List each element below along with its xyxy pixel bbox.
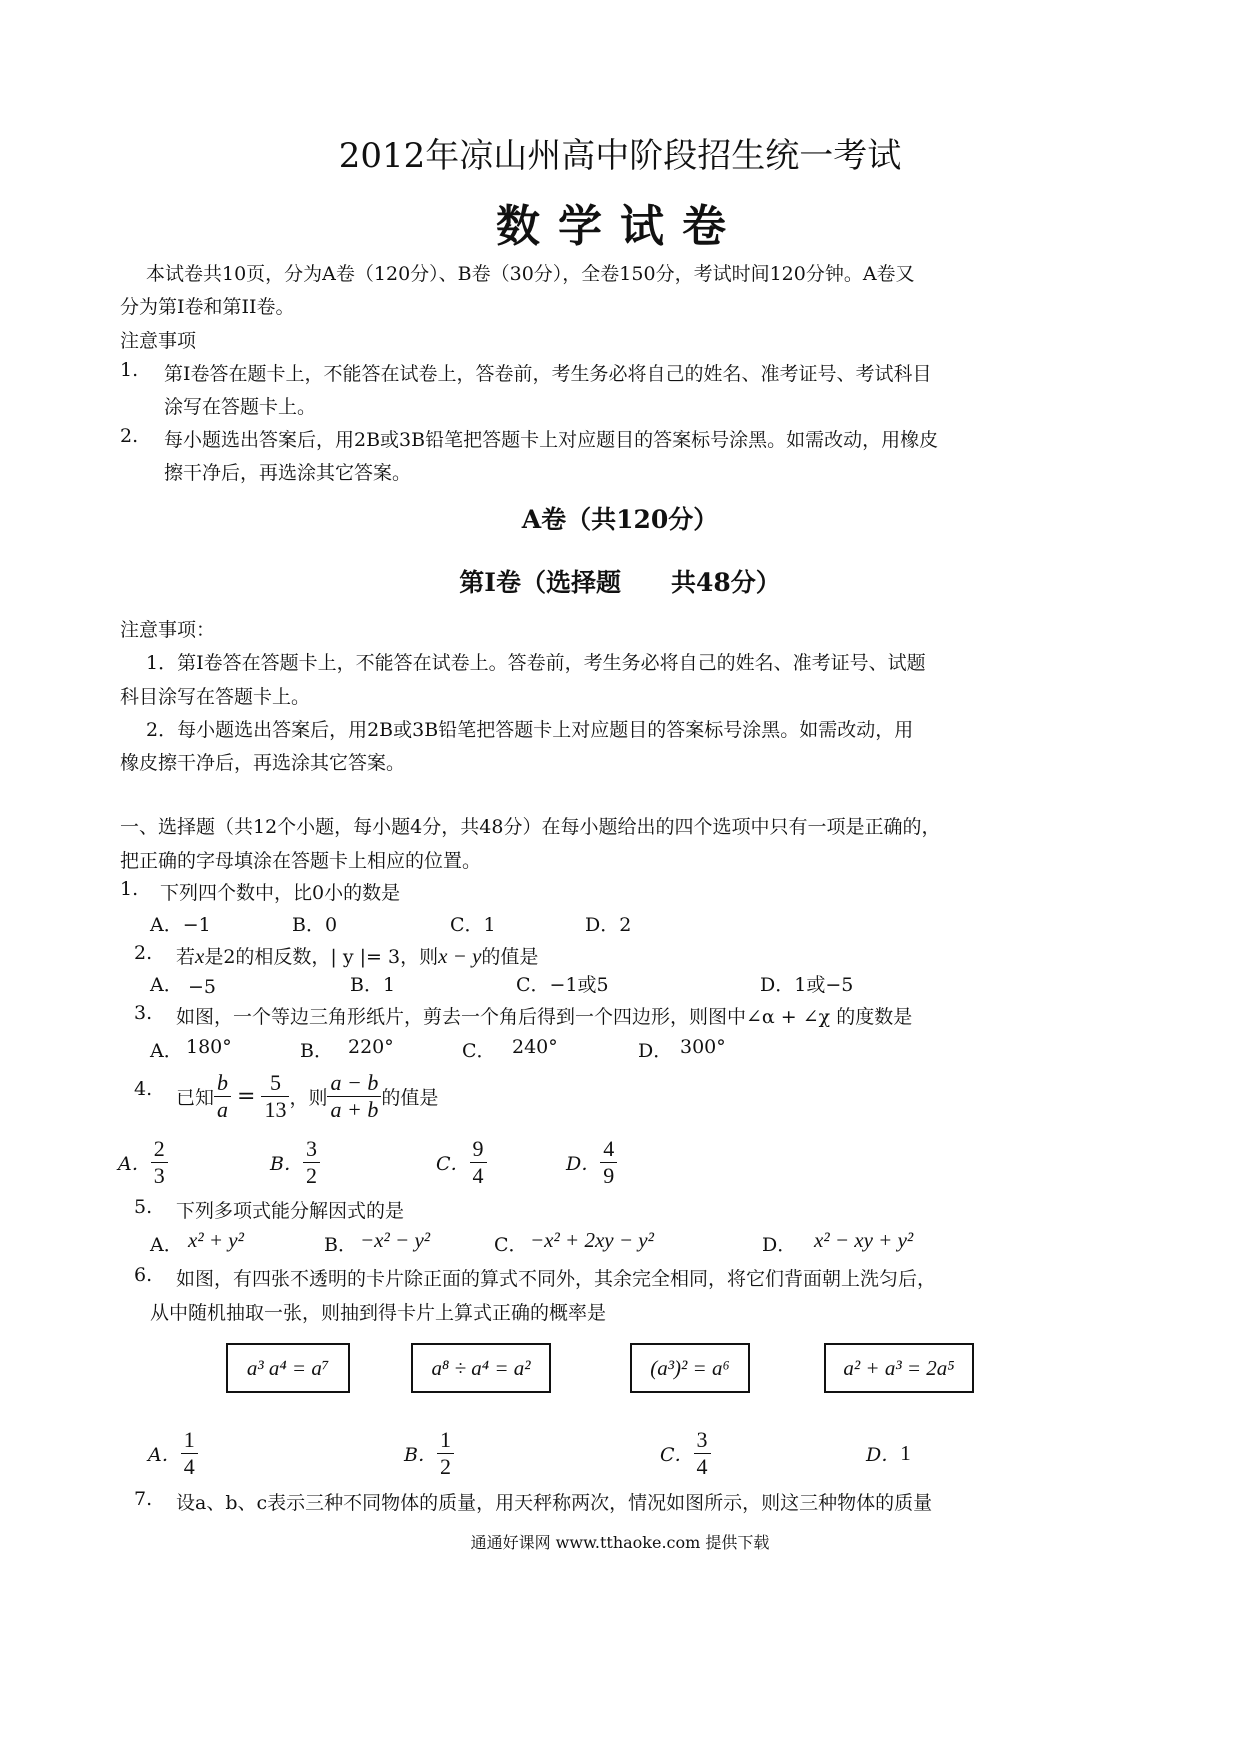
q4-option-b	[270, 1130, 320, 1194]
q6-card-3: (a³)² = a⁶	[630, 1343, 750, 1393]
q2-option-a-value: −5	[188, 976, 217, 998]
subject-title: 数学试卷	[496, 201, 744, 252]
q5-option-c-expression: −x² + 2xy − y²	[530, 1228, 654, 1252]
q3-option-a-value: 180°	[186, 1036, 232, 1058]
part-1-title: 第I卷（选择题 共48分）	[459, 568, 781, 597]
q6-option-c	[660, 1421, 711, 1485]
q2-stem-b: 是2的相反数，| y |= 3，则	[204, 946, 439, 968]
q4-fraction-b-over-a	[214, 1070, 231, 1122]
q6-option-a-denominator: 4	[183, 1453, 195, 1479]
q4-option-b-label: B．	[270, 1152, 303, 1175]
intro-line-1: 本试卷共10页，分为A卷（120分）、B卷（30分），全卷150分，考试时间120分钟。A卷又	[146, 263, 915, 285]
q4-option-d-numerator: 4	[600, 1136, 617, 1162]
q4-option-a-label: A．	[118, 1152, 151, 1175]
q4-stem-a: 已知	[176, 1086, 215, 1109]
note-1-line-1: 第Ⅰ卷答在题卡上，不能答在试卷上，答卷前，考生务必将自己的姓名、准考证号、考试科目	[164, 363, 932, 385]
q6-option-a-fraction	[181, 1427, 198, 1479]
q5-option-d-expression: x² − xy + y²	[814, 1228, 914, 1252]
q2-stem-c: 的值是	[481, 946, 539, 968]
q6-number: 6.	[134, 1264, 153, 1286]
q4-option-b-fraction	[303, 1136, 320, 1188]
q3-option-a-label: A．	[150, 1040, 183, 1062]
part-one-line-1: 一、选择题（共12个小题，每小题4分，共48分）在每小题给出的四个选项中只有一项是正确的，	[120, 816, 941, 838]
q6-option-b-fraction	[437, 1427, 454, 1479]
q6-option-d	[866, 1421, 911, 1485]
q2-var-x: x	[195, 944, 205, 968]
q3-option-d-value: 300°	[680, 1036, 726, 1058]
q5-option-c-label: C．	[494, 1234, 528, 1256]
intro-line-2: 分为第Ⅰ卷和第II卷。	[120, 296, 295, 318]
note-1-line-2: 涂写在答题卡上。	[164, 396, 317, 418]
q4-option-a-denominator: 3	[153, 1162, 165, 1188]
q4-option-d-denominator: 9	[603, 1162, 615, 1188]
q4-option-c-fraction	[470, 1136, 487, 1188]
q2-number: 2.	[134, 942, 153, 964]
q6-option-a-label: A．	[148, 1443, 181, 1466]
q3-option-b-label: B．	[300, 1040, 333, 1062]
q4-option-b-numerator: 3	[303, 1136, 320, 1162]
q2-option-c: C．−1或5	[516, 974, 609, 996]
q5-option-b-expression: −x² − y²	[360, 1228, 431, 1252]
q6-option-c-label: C．	[660, 1443, 694, 1466]
q4-number: 4.	[134, 1078, 153, 1100]
q6-option-c-denominator: 4	[696, 1453, 708, 1479]
q4-option-c-label: C．	[436, 1152, 470, 1175]
q4-stem	[176, 1064, 438, 1128]
q4-option-a	[118, 1130, 168, 1194]
q1-option-b: B．0	[292, 914, 338, 936]
q4-fraction-1-denominator: a	[217, 1096, 229, 1122]
q4-option-c	[436, 1130, 487, 1194]
q6-option-a	[148, 1421, 198, 1485]
q3-option-c-value: 240°	[512, 1036, 558, 1058]
section-note-2-line-1: 2．每小题选出答案后，用2B或3B铅笔把答题卡上对应题目的答案标号涂黑。如需改动，用	[146, 719, 914, 741]
q1-option-a: A．−1	[150, 914, 211, 936]
part-one-line-2: 把正确的字母填涂在答题卡上相应的位置。	[120, 850, 482, 872]
q4-option-d	[566, 1130, 617, 1194]
q4-equals: =	[237, 1083, 256, 1109]
q4-fraction-2-denominator: 13	[264, 1096, 287, 1122]
q4-fraction-2-numerator: 5	[261, 1070, 289, 1096]
q6-card-1: a³ a⁴ = a⁷	[226, 1343, 350, 1393]
footer-credit: 通通好课网 www.tthaoke.com 提供下载	[470, 1533, 770, 1552]
q1-option-d: D．2	[585, 914, 632, 936]
notes-heading: 注意事项	[120, 330, 197, 352]
q1-stem: 下列四个数中，比0小的数是	[160, 882, 401, 904]
note-2-line-1: 每小题选出答案后，用2B或3B铅笔把答题卡上对应题目的答案标号涂黑。如需改动，用橡皮	[164, 429, 939, 451]
q3-option-d-label: D．	[638, 1040, 673, 1062]
q2-stem	[176, 942, 538, 969]
q5-option-a-expression: x² + y²	[188, 1228, 244, 1252]
q5-option-b-label: B．	[324, 1234, 357, 1256]
q6-option-b	[404, 1421, 454, 1485]
q6-option-c-numerator: 3	[694, 1427, 711, 1453]
q7-number: 7.	[134, 1488, 153, 1510]
q6-option-c-fraction	[694, 1427, 711, 1479]
section-notes-heading: 注意事项：	[120, 619, 216, 641]
q2-option-b: B．1	[350, 974, 396, 996]
q3-number: 3.	[134, 1002, 153, 1024]
q5-option-d-label: D．	[762, 1234, 797, 1256]
q6-line-1: 如图，有四张不透明的卡片除正面的算式不同外，其余完全相同，将它们背面朝上洗匀后，	[176, 1268, 937, 1290]
q1-number: 1.	[120, 878, 139, 900]
note-1-number: 1.	[120, 359, 139, 381]
q4-fraction-3-denominator: a + b	[330, 1096, 379, 1122]
q3-option-b-value: 220°	[348, 1036, 394, 1058]
q6-card-2: a⁸ ÷ a⁴ = a²	[411, 1343, 551, 1393]
q6-line-2: 从中随机抽取一张，则抽到得卡片上算式正确的概率是	[150, 1302, 607, 1324]
q6-option-b-label: B．	[404, 1443, 437, 1466]
q6-option-b-denominator: 2	[439, 1453, 451, 1479]
note-2-line-2: 擦干净后，再选涂其它答案。	[164, 462, 412, 484]
q4-fraction-5-over-13	[261, 1070, 289, 1122]
note-2-number: 2.	[120, 425, 139, 447]
q3-option-c-label: C．	[462, 1040, 496, 1062]
exam-title: 2012年凉山州高中阶段招生统一考试	[338, 136, 902, 176]
q4-stem-b: ，则	[289, 1086, 328, 1109]
q4-fraction-3-numerator: a − b	[327, 1070, 381, 1096]
q7-stem: 设a、b、c表示三种不同物体的质量，用天秤称两次，情况如图所示，则这三种物体的质量	[176, 1492, 933, 1514]
q3-stem: 如图，一个等边三角形纸片，剪去一个角后得到一个四边形，则图中∠α + ∠χ 的度数是	[176, 1006, 913, 1028]
q4-option-d-fraction	[600, 1136, 617, 1188]
q6-option-d-value: 1	[900, 1440, 911, 1465]
q4-option-c-denominator: 4	[472, 1162, 484, 1188]
q5-stem: 下列多项式能分解因式的是	[176, 1200, 405, 1222]
q6-option-a-numerator: 1	[181, 1427, 198, 1453]
q1-option-c: C．1	[450, 914, 496, 936]
q2-option-a-label: A．	[150, 974, 183, 996]
q6-option-d-label: D．	[866, 1443, 901, 1466]
q4-option-a-fraction	[151, 1136, 168, 1188]
section-a-title: A卷（共120分）	[521, 505, 719, 534]
q4-option-d-label: D．	[566, 1152, 601, 1175]
q6-card-4: a² + a³ = 2a⁵	[824, 1343, 974, 1393]
q4-option-b-denominator: 2	[305, 1162, 317, 1188]
section-note-1-line-1: 1．第Ⅰ卷答在答题卡上，不能答在试卷上。答卷前，考生务必将自己的姓名、准考证号、试题	[146, 652, 926, 674]
q5-number: 5.	[134, 1196, 153, 1218]
section-note-1-line-2: 科目涂写在答题卡上。	[120, 686, 311, 708]
q6-option-b-numerator: 1	[437, 1427, 454, 1453]
q4-stem-c: 的值是	[381, 1086, 439, 1109]
q4-fraction-1-numerator: b	[214, 1070, 231, 1096]
q2-option-d: D．1或−5	[760, 974, 854, 996]
q5-option-a-label: A．	[150, 1234, 183, 1256]
q2-stem-a: 若	[176, 946, 196, 968]
q4-option-c-numerator: 9	[470, 1136, 487, 1162]
q2-expression: x − y	[438, 944, 482, 968]
q4-fraction-expression	[327, 1070, 381, 1122]
q4-option-a-numerator: 2	[151, 1136, 168, 1162]
section-note-2-line-2: 橡皮擦干净后，再选涂其它答案。	[120, 752, 406, 774]
